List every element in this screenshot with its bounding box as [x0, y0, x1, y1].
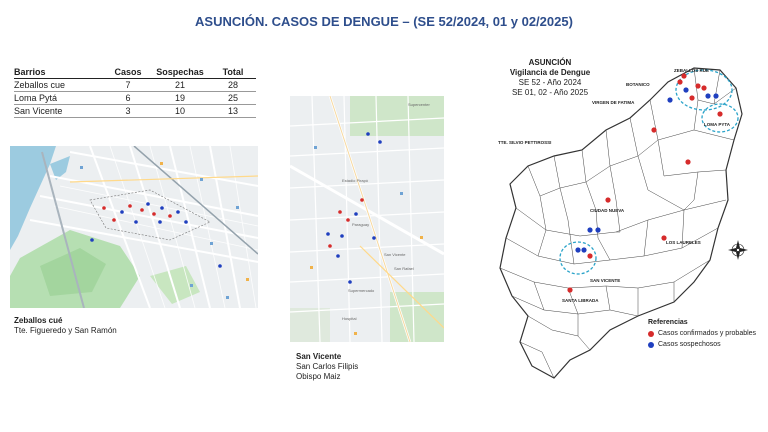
map-title-line1: ASUNCIÓN: [528, 58, 572, 67]
zeballos-street-map[interactable]: [10, 146, 258, 308]
zeballos-caption: [14, 316, 117, 336]
sv-map-label: Paraguay: [352, 222, 370, 227]
legend-item: [648, 329, 756, 339]
cell-barrio: San Vicente: [14, 105, 106, 118]
sv-map-label: Estadio Pirapó: [342, 178, 369, 183]
header-sospechas: Sospechas: [150, 66, 210, 79]
table-row: [14, 79, 256, 92]
cell-total: 28: [210, 79, 256, 92]
sv-map-label: San Vicente: [384, 252, 406, 257]
legend-item: [648, 340, 756, 350]
blue-dot-icon: [648, 342, 654, 348]
barrio-label: TTE. SILVIO PETTIROSSI: [498, 140, 552, 145]
cell-casos: 3: [106, 105, 150, 118]
legend-label: Casos sospechosos: [658, 341, 721, 348]
map-title-line2: Vigilancia de Dengue: [509, 68, 591, 77]
cell-casos: 6: [106, 92, 150, 105]
map-title-line4: SE 01, 02 - Año 2025: [511, 88, 589, 97]
table-row: [14, 105, 256, 118]
map-title-line3: SE 52 - Año 2024: [518, 78, 582, 87]
barrio-label: SANTA LIBRADA: [562, 298, 599, 303]
cell-barrio: Loma Pytá: [14, 92, 106, 105]
sv-map-label: Hospital: [342, 316, 357, 321]
red-dot-icon: [648, 331, 654, 337]
zeballos-caption-line: Tte. Figueredo y San Ramón: [14, 326, 117, 335]
cell-sospechas: 19: [150, 92, 210, 105]
san-vicente-caption-title: San Vicente: [296, 352, 342, 361]
sv-map-label: Supermercado: [348, 288, 375, 293]
barrio-label: VIRGEN DE FATIMA: [592, 100, 635, 105]
cell-sospechas: 21: [150, 79, 210, 92]
cell-sospechas: 10: [150, 105, 210, 118]
barrio-label: SAN VICENTE: [590, 278, 621, 283]
san-vicente-caption-line1: San Carlos Filipis: [296, 362, 359, 371]
cell-barrio: Zeballos cue: [14, 79, 106, 92]
sv-map-label: Supercenter: [408, 102, 430, 107]
table-header-row: [14, 66, 256, 79]
san-vicente-caption: [296, 352, 358, 382]
legend-label: Casos confirmados y probables: [658, 330, 757, 337]
san-vicente-street-map[interactable]: [290, 96, 444, 342]
zeballos-caption-title: Zeballos cué: [14, 316, 63, 325]
zeballos-map-graphic: [10, 146, 258, 308]
legend-title: Referencias: [648, 319, 688, 326]
san-vicente-map-graphic: [290, 96, 444, 342]
barrio-label: LOS LAURELES: [666, 240, 701, 245]
cell-casos: 7: [106, 79, 150, 92]
header-casos: Casos: [106, 66, 150, 79]
sv-map-label: San Rafael: [394, 266, 414, 271]
table-row: [14, 92, 256, 105]
barrio-label: LOMA PYTA: [704, 122, 730, 127]
barrio-label: BOTANICO: [626, 82, 650, 87]
map-legend: [648, 318, 756, 350]
cases-table: [14, 66, 256, 118]
barrio-label: CIUDAD NUEVA: [590, 208, 625, 213]
header-total: Total: [210, 66, 256, 79]
san-vicente-caption-line2: Obispo Maiz: [296, 372, 341, 381]
barrio-label: ZEBALLOS KUE: [674, 68, 710, 73]
cell-total: 13: [210, 105, 256, 118]
page-title: ASUNCIÓN. CASOS DE DENGUE – (SE 52/2024, 01 y 02/2025): [195, 14, 573, 29]
cell-total: 25: [210, 92, 256, 105]
compass-rose-icon: [728, 240, 748, 260]
header-barrios: Barrios: [14, 66, 106, 79]
